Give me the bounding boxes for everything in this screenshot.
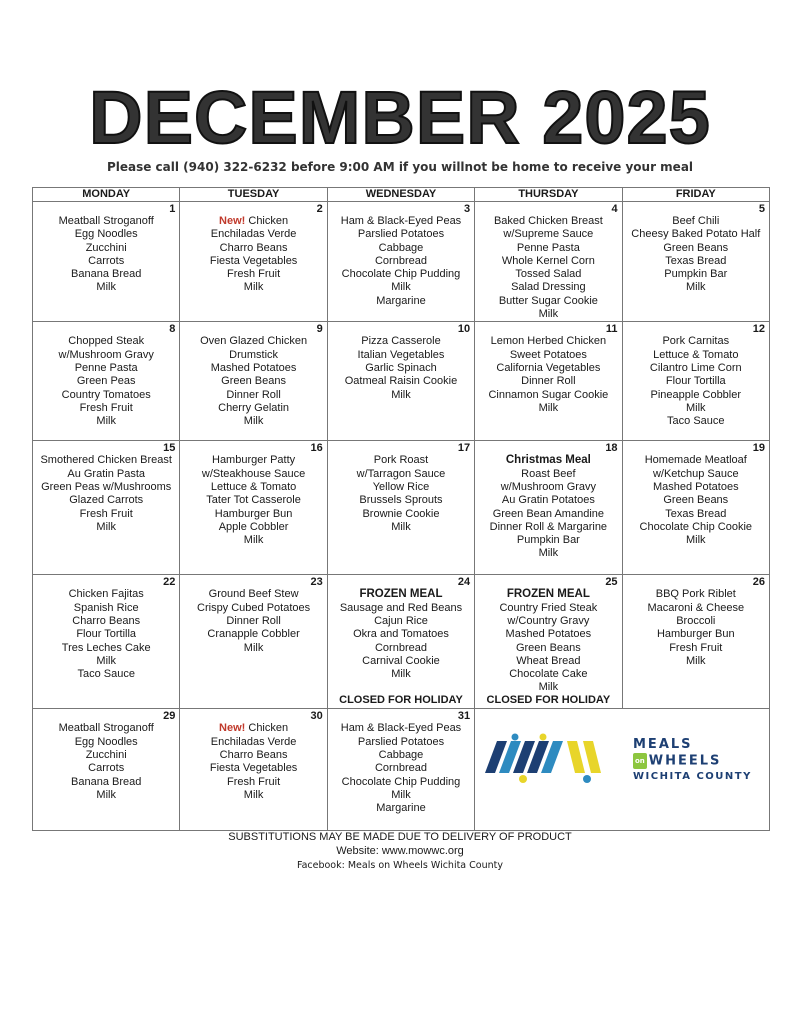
- menu-item: Zucchini: [85, 241, 127, 254]
- menu-item: Taco Sauce: [77, 668, 135, 681]
- logo-stroke-yellow-2: [583, 741, 601, 773]
- menu-item: Taco Sauce: [667, 415, 725, 428]
- menu-item: Flour Tortilla: [665, 375, 726, 388]
- page-title: DECEMBER 2025: [89, 76, 711, 159]
- menu-item: Ham & Black-Eyed Peas: [340, 215, 462, 227]
- menu-items: [33, 588, 179, 681]
- day-cell: [180, 441, 327, 575]
- week-row: [33, 575, 770, 709]
- day-number: 11: [605, 323, 618, 336]
- menu-item: Garlic Spinach: [365, 361, 437, 374]
- day-cell: [33, 575, 180, 709]
- menu-item: Macaroni & Cheese: [647, 601, 745, 614]
- menu-item: Smothered Chicken Breast: [40, 454, 172, 467]
- day-number: 29: [163, 710, 176, 723]
- logo-dot-2: [540, 734, 547, 741]
- menu-item: Mashed Potatoes: [652, 480, 739, 493]
- menu-item: Sweet Potatoes: [509, 348, 587, 361]
- day-cell: [475, 322, 622, 441]
- menu-item: Milk: [686, 401, 706, 414]
- menu-item: BBQ Pork Riblet: [655, 588, 736, 601]
- day-number: 18: [605, 442, 618, 455]
- meal-heading: FROZEN MEAL: [359, 588, 443, 601]
- day-number: 5: [758, 203, 765, 215]
- day-number: 2: [316, 203, 323, 215]
- menu-item: Fresh Fruit: [669, 641, 723, 654]
- meals-on-wheels-logo: [483, 733, 773, 785]
- menu-item: Meatball Stroganoff: [58, 215, 154, 227]
- menu-items: [328, 335, 474, 401]
- menu-items: [180, 454, 326, 547]
- menu-item: Penne Pasta: [516, 241, 580, 254]
- day-cell: [180, 202, 327, 322]
- closed-for-holiday-notice: CLOSED FOR HOLIDAY: [486, 694, 611, 707]
- menu-item: Spanish Rice: [73, 601, 139, 614]
- menu-item: Fiesta Vegetables: [209, 762, 298, 775]
- menu-item: California Vegetables: [496, 361, 601, 374]
- menu-items: [328, 722, 474, 815]
- menu-item: Green Beans: [663, 494, 729, 507]
- header-wednesday: WEDNESDAY: [327, 188, 474, 202]
- menu-item: Milk: [243, 415, 264, 428]
- menu-item: Ground Beef Stew: [208, 588, 299, 601]
- menu-item: Roast Beef: [521, 467, 576, 480]
- menu-items: [328, 454, 474, 534]
- menu-item-text: Chicken: [248, 215, 289, 227]
- day-cell: [327, 322, 474, 441]
- week-row: [33, 441, 770, 575]
- meal-heading: FROZEN MEAL: [506, 588, 590, 601]
- menu-items: [180, 215, 326, 295]
- menu-item: Cilantro Lime Corn: [649, 361, 742, 374]
- day-number: 19: [752, 442, 765, 455]
- menu-item: Milk: [686, 534, 706, 547]
- day-number: 25: [605, 576, 618, 589]
- menu-item: Enchiladas Verde: [210, 228, 297, 241]
- menu-item: Sausage and Red Beans: [339, 601, 463, 614]
- day-cell: [33, 709, 180, 831]
- menu-items: [328, 215, 474, 308]
- menu-item: Chocolate Cake: [509, 668, 588, 681]
- menu-item: Mashed Potatoes: [505, 628, 592, 641]
- menu-item: Dinner Roll: [521, 375, 576, 388]
- menu-item: Meatball Stroganoff: [58, 722, 154, 735]
- day-cell: [327, 202, 474, 322]
- menu-item: Cornbread: [374, 641, 427, 654]
- menu-item: Green Beans: [663, 241, 729, 254]
- menu-items: [623, 588, 769, 668]
- day-cell: [180, 322, 327, 441]
- menu-item: Crispy Cubed Potatoes: [197, 601, 311, 614]
- menu-item: w/Mushroom Gravy: [58, 348, 154, 361]
- menu-item-text: Chicken: [248, 722, 289, 735]
- menu-item: Milk: [686, 281, 706, 294]
- new-badge: New!: [219, 215, 246, 227]
- menu-item: Milk: [686, 654, 706, 667]
- day-cell: [622, 575, 769, 709]
- header-friday: FRIDAY: [622, 188, 769, 202]
- menu-items: [180, 722, 326, 802]
- menu-item: Milk: [391, 668, 411, 681]
- day-number: 30: [310, 710, 323, 723]
- week-row: [33, 202, 770, 322]
- menu-item: Milk: [96, 788, 116, 801]
- menu-item: Salad Dressing: [511, 281, 586, 294]
- menu-item: Enchiladas Verde: [210, 735, 297, 748]
- menu-item: Baked Chicken Breast: [493, 215, 603, 227]
- menu-item: w/Tarragon Sauce: [356, 467, 446, 480]
- menu-item: Lettuce & Tomato: [653, 348, 739, 361]
- menu-items: [180, 588, 326, 654]
- day-number: 31: [457, 710, 471, 723]
- menu-item: Pork Carnitas: [662, 335, 730, 348]
- menu-item: Cabbage: [378, 241, 424, 254]
- menu-items: [475, 215, 621, 321]
- menu-item: Chocolate Chip Cookie: [639, 520, 753, 533]
- menu-item: Pumpkin Bar: [664, 268, 728, 281]
- menu-item: Milk: [538, 547, 559, 560]
- day-cell: [622, 441, 769, 575]
- menu-item: Beef Chili: [672, 215, 720, 227]
- menu-item: Milk: [538, 681, 559, 694]
- menu-item: w/Supreme Sauce: [503, 228, 594, 241]
- menu-item: Homemade Meatloaf: [644, 454, 747, 467]
- menu-item: Milk: [243, 534, 264, 547]
- menu-item: Fiesta Vegetables: [209, 254, 298, 267]
- menu-item: Au Gratin Pasta: [67, 467, 146, 480]
- menu-items: [33, 335, 179, 428]
- day-cell: [180, 575, 327, 709]
- menu-item: Milk: [96, 520, 116, 533]
- menu-item: Margarine: [376, 294, 426, 307]
- menu-item: Yellow Rice: [372, 480, 430, 493]
- menu-items: [475, 335, 621, 415]
- day-number: 8: [169, 323, 176, 336]
- menu-item: Green Beans: [221, 375, 286, 388]
- day-number: 22: [163, 576, 176, 589]
- menu-item: Texas Bread: [665, 507, 727, 520]
- menu-item: Au Gratin Potatoes: [501, 494, 595, 507]
- menu-item: Cornbread: [374, 762, 427, 775]
- menu-item: Milk: [96, 415, 116, 428]
- menu-item: [180, 215, 326, 228]
- menu-item: w/Mushroom Gravy: [500, 480, 597, 493]
- day-cell: [475, 441, 622, 575]
- menu-item: Cornbread: [374, 254, 427, 267]
- menu-item: Butter Sugar Cookie: [498, 294, 598, 307]
- menu-item: Penne Pasta: [74, 361, 138, 374]
- menu-item: Pork Roast: [373, 454, 429, 467]
- logo-wordmark: [633, 737, 752, 784]
- menu-items: [623, 454, 769, 547]
- menu-items: [475, 588, 621, 694]
- logo-dot-4: [583, 775, 591, 783]
- menu-item: Ham & Black-Eyed Peas: [340, 722, 462, 735]
- menu-item: Drumstick: [229, 348, 279, 361]
- menu-item: Cabbage: [378, 748, 424, 761]
- menu-item: Italian Vegetables: [357, 348, 445, 361]
- day-number: 3: [464, 203, 471, 215]
- menu-item: Carnival Cookie: [362, 654, 440, 667]
- day-number: 26: [752, 576, 765, 589]
- menu-item: Banana Bread: [71, 775, 142, 788]
- menu-item: Chocolate Chip Pudding: [341, 268, 461, 281]
- menu-item: Country Fried Steak: [499, 601, 598, 614]
- day-number: 1: [169, 203, 176, 215]
- menu-item: Green Peas: [76, 375, 136, 388]
- menu-item: Apple Cobbler: [218, 520, 289, 533]
- header-thursday: THURSDAY: [475, 188, 622, 202]
- menu-item: Fresh Fruit: [79, 401, 133, 414]
- menu-item: Oatmeal Raisin Cookie: [344, 375, 458, 388]
- menu-items: [475, 454, 621, 560]
- menu-item: Fresh Fruit: [226, 268, 281, 281]
- day-cell: [33, 202, 180, 322]
- day-number: 23: [310, 576, 323, 589]
- logo-dot-1: [512, 734, 519, 741]
- menu-item: Flour Tortilla: [76, 628, 137, 641]
- menu-item: Margarine: [376, 802, 426, 815]
- menu-item: Hamburger Bun: [214, 507, 293, 520]
- day-cell: [475, 575, 622, 709]
- menu-item: Glazed Carrots: [69, 494, 144, 507]
- menu-item: Chocolate Chip Pudding: [341, 775, 461, 788]
- menu-item: Chopped Steak: [68, 335, 145, 348]
- menu-item: Fresh Fruit: [79, 507, 133, 520]
- menu-item: Green Peas w/Mushrooms: [41, 480, 172, 493]
- website-line[interactable]: Website: www.mowwc.org: [336, 845, 464, 857]
- menu-item: Green Bean Amandine: [492, 507, 605, 520]
- menu-item: [180, 722, 326, 735]
- week-row: [33, 322, 770, 441]
- menu-item: Okra and Tomatoes: [353, 628, 449, 641]
- menu-item: Milk: [391, 788, 411, 801]
- menu-item: Parslied Potatoes: [357, 228, 445, 241]
- menu-item: Lettuce & Tomato: [210, 480, 297, 493]
- menu-item: Zucchini: [85, 748, 127, 761]
- menu-item: Cinnamon Sugar Cookie: [488, 388, 609, 401]
- menu-item: Milk: [538, 401, 559, 414]
- menu-item: Egg Noodles: [74, 228, 138, 241]
- menu-item: Milk: [243, 641, 264, 654]
- menu-items: [33, 722, 179, 802]
- meal-heading: Christmas Meal: [505, 454, 591, 467]
- menu-item: Green Beans: [515, 641, 581, 654]
- menu-item: Wheat Bread: [516, 654, 581, 667]
- menu-item: Milk: [391, 520, 411, 533]
- day-cell: [327, 441, 474, 575]
- menu-item: Cherry Gelatin: [218, 401, 290, 414]
- menu-item: w/Steakhouse Sauce: [201, 467, 306, 480]
- menu-item: Texas Bread: [665, 254, 727, 267]
- menu-item: Charro Beans: [219, 241, 288, 254]
- day-number: 4: [611, 203, 618, 215]
- header-monday: MONDAY: [33, 188, 180, 202]
- menu-item: Carrots: [88, 254, 125, 267]
- menu-item: Hamburger Bun: [656, 628, 735, 641]
- menu-items: [33, 215, 179, 295]
- facebook-line[interactable]: Facebook: Meals on Wheels Wichita County: [296, 860, 503, 871]
- menu-item: Milk: [391, 388, 411, 401]
- menu-item: Pumpkin Bar: [516, 534, 580, 547]
- logo-line-3: WICHITA COUNTY: [633, 770, 752, 782]
- day-cell: [33, 322, 180, 441]
- day-cell: [475, 202, 622, 322]
- day-number: 24: [457, 576, 471, 589]
- menu-item: Milk: [391, 281, 411, 294]
- menu-item: Banana Bread: [71, 268, 142, 281]
- menu-item: Charro Beans: [72, 614, 141, 627]
- menu-item: Pineapple Cobbler: [650, 388, 742, 401]
- menu-item: Carrots: [88, 762, 125, 775]
- new-badge: New!: [219, 722, 246, 735]
- menu-item: Cajun Rice: [374, 614, 428, 627]
- closed-for-holiday-notice: CLOSED FOR HOLIDAY: [339, 694, 463, 707]
- menu-item: Charro Beans: [219, 748, 288, 761]
- day-number: 17: [457, 442, 471, 455]
- menu-items: [623, 335, 769, 428]
- call-instructions: Please call (940) 322-6232 before 9:00 AM if you willnot be home to receive your meal: [106, 160, 694, 174]
- menu-item: Oven Glazed Chicken: [200, 335, 308, 348]
- menu-item: Parslied Potatoes: [357, 735, 445, 748]
- menu-item: Milk: [96, 654, 116, 667]
- menu-item: Cheesy Baked Potato Half: [631, 228, 761, 241]
- logo-stroke-yellow-1: [567, 741, 585, 773]
- menu-item: Brownie Cookie: [362, 507, 440, 520]
- menu-item: Milk: [538, 308, 559, 321]
- menu-item: Milk: [243, 788, 264, 801]
- menu-item: Cranapple Cobbler: [207, 628, 300, 641]
- menu-item: Tater Tot Casserole: [206, 494, 301, 507]
- day-number: 12: [752, 323, 765, 336]
- menu-item: Dinner Roll: [226, 388, 281, 401]
- day-cell: [180, 709, 327, 831]
- menu-items: [328, 588, 474, 681]
- menu-item: Lemon Herbed Chicken: [490, 335, 607, 348]
- menu-items: [623, 215, 769, 295]
- menu-item: w/Ketchup Sauce: [652, 467, 739, 480]
- day-cell: [622, 202, 769, 322]
- menu-item: Country Tomatoes: [61, 388, 151, 401]
- logo-dot-3: [519, 775, 527, 783]
- day-cell: [327, 575, 474, 709]
- menu-item: w/Country Gravy: [507, 614, 590, 627]
- substitutions-note: SUBSTITUTIONS MAY BE MADE DUE TO DELIVERY OF PRODUCT: [228, 831, 572, 843]
- menu-item: Milk: [96, 281, 116, 294]
- logo-line-2: WHEELS: [648, 753, 722, 769]
- weekday-header-row: [33, 188, 770, 202]
- day-cell: [327, 709, 474, 831]
- menu-item: Pizza Casserole: [361, 335, 441, 348]
- menu-item: Whole Kernel Corn: [501, 254, 595, 267]
- menu-item: Hamburger Patty: [212, 454, 296, 467]
- menu-item: Tossed Salad: [515, 268, 582, 281]
- menu-item: Dinner Roll & Margarine: [489, 520, 608, 533]
- day-cell: [33, 441, 180, 575]
- menu-item: Mashed Potatoes: [210, 361, 297, 374]
- header-tuesday: TUESDAY: [180, 188, 327, 202]
- day-number: 16: [310, 442, 323, 455]
- menu-items: [33, 454, 179, 534]
- menu-item: Egg Noodles: [74, 735, 138, 748]
- day-number: 15: [163, 442, 176, 455]
- menu-item: Fresh Fruit: [226, 775, 281, 788]
- logo-mark-icon: [483, 733, 623, 785]
- menu-item: Brussels Sprouts: [359, 494, 443, 507]
- logo-line-1: MEALS: [633, 737, 693, 752]
- logo-on-badge: on: [633, 753, 647, 769]
- day-number: 9: [316, 323, 323, 336]
- menu-item: Chicken Fajitas: [68, 588, 144, 601]
- menu-items: [180, 335, 326, 428]
- day-cell: [622, 322, 769, 441]
- menu-item: Broccoli: [676, 614, 716, 627]
- menu-item: Tres Leches Cake: [61, 641, 151, 654]
- day-number: 10: [457, 323, 471, 336]
- menu-item: Milk: [243, 281, 264, 294]
- menu-item: Dinner Roll: [226, 614, 281, 627]
